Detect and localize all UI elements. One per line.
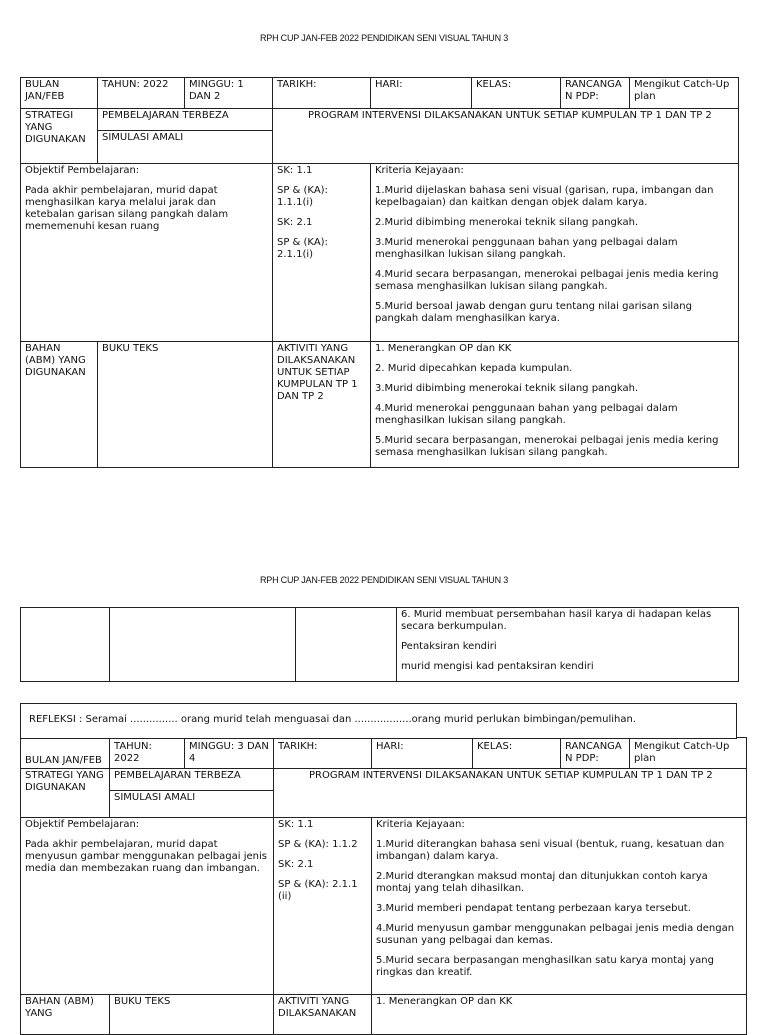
- aktiviti-item: 1. Menerangkan OP dan KK: [375, 343, 512, 354]
- kriteria-item: 5.Murid bersoal jawab dengan guru tentang nilai garisan silang pangkah dalam menghasilkan karya.: [375, 301, 692, 324]
- sp-item: SP & (KA): 2.1.1 (ii): [278, 879, 358, 902]
- strategi-pembelajaran-terbeza: PEMBELAJARAN TERBEZA: [98, 109, 273, 131]
- mengikut-cell: Mengikut Catch-Up plan: [630, 78, 739, 109]
- sp-item: SP & (KA): 2.1.1(i): [277, 237, 328, 260]
- minggu-cell: MINGGU: 1 DAN 2: [185, 78, 273, 109]
- aktiviti-cell: [372, 995, 747, 1035]
- strategi-pembelajaran-terbeza: PEMBELAJARAN TERBEZA: [110, 769, 274, 791]
- sk-item: SK: 1.1: [278, 819, 314, 830]
- sk-item: SK: 1.1: [277, 165, 313, 176]
- empty-cell: [110, 608, 296, 682]
- tahun-cell: TAHUN: 2022: [110, 738, 185, 769]
- aktiviti-item: 3.Murid dibimbing menerokai teknik silang pangkah.: [375, 383, 639, 394]
- kriteria-item: 1.Murid diterangkan bahasa seni visual (bentuk, ruang, kesatuan dan imbangan) dalam karya.: [376, 839, 725, 862]
- rph-continuation-table: [20, 607, 739, 682]
- program-intervensi: PROGRAM INTERVENSI DILAKSANAKAN UNTUK SETIAP KUMPULAN TP 1 DAN TP 2: [273, 109, 739, 164]
- refleksi-text: REFLEKSI : Seramai ............... orang murid telah menguasai dan ..................orang murid perlukan bimbingan/pemulihan.: [29, 714, 637, 725]
- aktiviti-label: AKTIVITI YANG DILAKSANAKAN: [274, 995, 372, 1035]
- objektif-label: Objektif Pembelajaran:: [25, 819, 140, 830]
- rancangan-cell: RANCANGA N PDP:: [561, 738, 630, 769]
- kriteria-item: 5.Murid secara berpasangan menghasilkan satu karya montaj yang ringkas dan kreatif.: [376, 955, 714, 978]
- bahan-value: BUKU TEKS: [110, 995, 274, 1035]
- sk-item: SK: 2.1: [278, 859, 314, 870]
- aktiviti-item: 2. Murid dipecahkan kepada kumpulan.: [375, 363, 573, 374]
- kriteria-cell: [372, 818, 747, 995]
- objektif-text: Pada akhir pembelajaran, murid dapat menghasilkan karya melalui jarak dan ketebalan garisan silang pangkah dalam mememenuhi kesan ruang: [25, 185, 229, 232]
- program-intervensi: PROGRAM INTERVENSI DILAKSANAKAN UNTUK SETIAP KUMPULAN TP 1 DAN TP 2: [274, 769, 747, 818]
- kriteria-label: Kriteria Kejayaan:: [376, 819, 465, 830]
- tahun-cell: TAHUN: 2022: [98, 78, 185, 109]
- objektif-text: Pada akhir pembelajaran, murid dapat menyusun gambar menggunakan pelbagai jenis media dan membezakan ruang dan imbangan.: [25, 839, 267, 874]
- kriteria-cell: [371, 164, 739, 342]
- kelas-cell: KELAS:: [472, 78, 561, 109]
- mengikut-cell: Mengikut Catch-Up plan: [630, 738, 747, 769]
- empty-cell: [296, 608, 397, 682]
- hari-cell: HARI:: [371, 78, 472, 109]
- kelas-cell: KELAS:: [473, 738, 561, 769]
- strategi-label: STRATEGI YANG DIGUNAKAN: [21, 769, 110, 818]
- aktiviti-cont-cell: [397, 608, 739, 682]
- pentaksiran-text: murid mengisi kad pentaksiran kendiri: [401, 661, 594, 672]
- sk-cell: [273, 164, 371, 342]
- minggu-cell: MINGGU: 3 DAN 4: [185, 738, 274, 769]
- aktiviti-item: 6. Murid membuat persembahan hasil karya di hadapan kelas secara berkumpulan.: [401, 609, 712, 632]
- kriteria-item: 3.Murid menerokai penggunaan bahan yang pelbagai dalam menghasilkan lukisan silang pangkah.: [375, 237, 678, 260]
- kriteria-label: Kriteria Kejayaan:: [375, 165, 464, 176]
- pentaksiran-label: Pentaksiran kendiri: [401, 641, 497, 652]
- kriteria-item: 4.Murid secara berpasangan, menerokai pelbagai jenis media kering semasa menghasilkan lukisan silang pangkah.: [375, 269, 719, 292]
- tarikh-cell: TARIKH:: [274, 738, 372, 769]
- objektif-cell: [21, 818, 274, 995]
- bulan-cell: BULAN JAN/FEB: [21, 738, 110, 769]
- rancangan-cell: RANCANGA N PDP:: [561, 78, 630, 109]
- aktiviti-label: AKTIVITI YANG DILAKSANAKAN UNTUK SETIAP KUMPULAN TP 1 DAN TP 2: [273, 342, 371, 468]
- page-header: RPH CUP JAN-FEB 2022 PENDIDIKAN SENI VISUAL TAHUN 3: [259, 33, 509, 43]
- empty-cell: [21, 608, 110, 682]
- hari-cell: HARI:: [372, 738, 473, 769]
- rph-table-week-1-2: [20, 77, 739, 468]
- aktiviti-cell: [371, 342, 739, 468]
- refleksi-box: [20, 703, 737, 739]
- tarikh-cell: TARIKH:: [273, 78, 371, 109]
- bahan-label: BAHAN (ABM) YANG: [21, 995, 110, 1035]
- kriteria-item: 2.Murid dterangkan maksud montaj dan ditunjukkan contoh karya montaj yang telah dihasilkan.: [376, 871, 708, 894]
- bahan-value: BUKU TEKS: [98, 342, 273, 468]
- sp-item: SP & (KA): 1.1.1(i): [277, 185, 328, 208]
- rph-table-week-3-4: [20, 737, 747, 1035]
- objektif-cell: [21, 164, 273, 342]
- kriteria-item: 2.Murid dibimbing menerokai teknik silang pangkah.: [375, 217, 639, 228]
- aktiviti-item: 5.Murid secara berpasangan, menerokai pelbagai jenis media kering semasa menghasilkan lukisan silang pangkah.: [375, 435, 719, 458]
- aktiviti-item: 4.Murid menerokai penggunaan bahan yang pelbagai dalam menghasilkan lukisan silang pangkah.: [375, 403, 678, 426]
- bahan-label: BAHAN (ABM) YANG DIGUNAKAN: [21, 342, 98, 468]
- strategi-simulasi-amali: SIMULASI AMALI: [98, 131, 273, 164]
- bulan-cell: BULAN JAN/FEB: [21, 78, 98, 109]
- strategi-label: STRATEGI YANG DIGUNAKAN: [21, 109, 98, 164]
- aktiviti-item: 1. Menerangkan OP dan KK: [376, 996, 513, 1007]
- sk-cell: [274, 818, 372, 995]
- kriteria-item: 1.Murid dijelaskan bahasa seni visual (garisan, rupa, imbangan dan kepelbagaian) dan kaitkan dengan objek dalam karya.: [375, 185, 714, 208]
- sp-item: SP & (KA): 1.1.2: [278, 839, 358, 850]
- kriteria-item: 4.Murid menyusun gambar menggunakan pelbagai jenis media dengan susunan yang pelbagai dan kemas.: [376, 923, 735, 946]
- sk-item: SK: 2.1: [277, 217, 313, 228]
- kriteria-item: 3.Murid memberi pendapat tentang perbezaan karya tersebut.: [376, 903, 691, 914]
- objektif-label: Objektif Pembelajaran:: [25, 165, 140, 176]
- page-header: RPH CUP JAN-FEB 2022 PENDIDIKAN SENI VISUAL TAHUN 3: [259, 575, 509, 585]
- strategi-simulasi-amali: SIMULASI AMALI: [110, 791, 274, 818]
